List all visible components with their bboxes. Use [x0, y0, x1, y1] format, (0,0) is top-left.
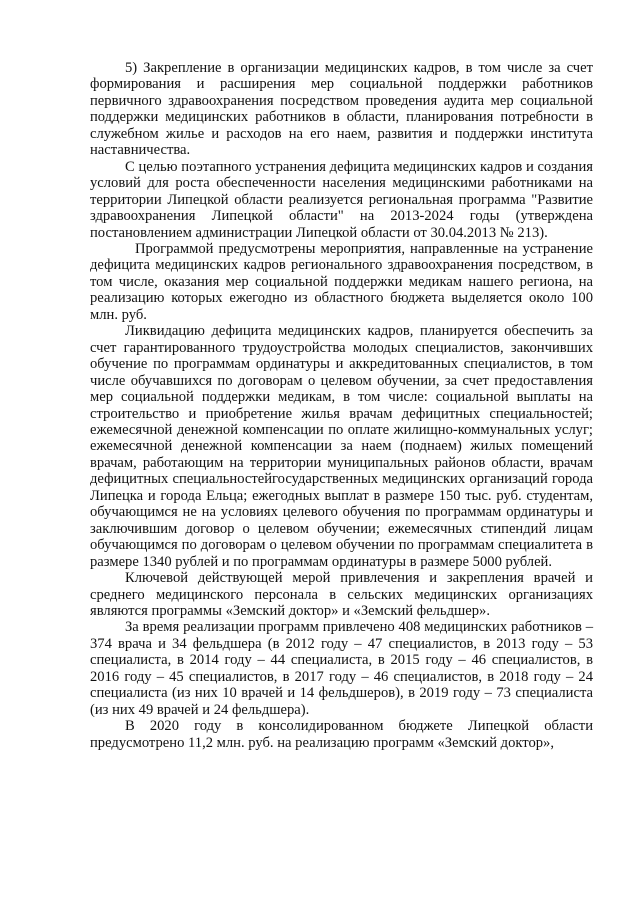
paragraph-deficit-elimination: Ликвидацию дефицита медицинских кадров, планируется обеспечить за счет гарантированного трудоустройства молодых специалистов, закончивших обучение по программам ординатуры и аккредитованных специалистов, в том числе обучавшихся по договорам о целевом обучении, за счет предоставления мер социальной поддержки медикам, в том числе: социальной выплаты на строительство и приобретение жилья врачам дефицитных специальностей; ежемесячной денежной компенсации по оплате жилищно-коммунальных услуг; ежемесячной денежной компенсации за наем (поднаем) жилых помещений врачам, работающим на территории муниципальных районов области, врачам дефицитных специальностейгосударственных медицинских организаций города Липецка и города Ельца; ежегодных выплат в размере 150 тыс. руб. студентам, обучающимся не на условиях целевого обучения по программам ординатуры и заключившим договор о целевом обучении; ежемесячных стипендий лицам обучающимся по договорам о целевом обучении по программам специалитета в размере 1340 рублей и по программам ординатуры в размере 5000 рублей.	[90, 323, 593, 570]
paragraph-budget-2020: В 2020 году в консолидированном бюджете Липецкой области предусмотрено 11,2 млн. руб. на реализацию программ «Земский доктор»,	[90, 718, 593, 751]
paragraph-program-measures: Программой предусмотрены мероприятия, направленные на устранение дефицита медицинских кадров регионального здравоохранения посредством, в том числе, оказания мер социальной поддержки медикам нашего региона, на реализацию которых ежегодно из областного бюджета выделяется около 100 млн. руб.	[90, 240, 593, 323]
paragraph-staff-retention: 5) Закрепление в организации медицинских кадров, в том числе за счет формирования и расширения мер социальной поддержки работников первичного здравоохранения посредством проведения аудита мер социальной поддержки медицинских работников в области, планирования потребности в служебном жилье и расходов на его наем, развития и поддержки института наставничества.	[90, 60, 593, 159]
document-body	[90, 60, 593, 751]
paragraph-recruitment-stats: За время реализации программ привлечено 408 медицинских работников – 374 врача и 34 фельдшера (в 2012 году – 47 специалистов, в 2013 году – 53 специалиста, в 2014 году – 44 специалиста, в 2015 году – 46 специалистов, в 2016 году – 45 специалистов, в 2017 году – 46 специалистов, в 2018 году – 24 специалиста (из них 10 врачей и 14 фельдшеров), в 2019 году – 73 специалиста (из них 49 врачей и 24 фельдшера).	[90, 619, 593, 718]
paragraph-regional-program: С целью поэтапного устранения дефицита медицинских кадров и создания условий для роста обеспеченности населения медицинскими работниками на территории Липецкой области реализуется региональная программа "Развитие здравоохранения Липецкой области" на 2013-2024 годы (утверждена постановлением администрации Липецкой области от 30.04.2013 № 213).	[90, 158, 593, 241]
paragraph-zemsky-programs: Ключевой действующей мерой привлечения и закрепления врачей и среднего медицинского персонала в сельских медицинских организациях являются программы «Земский доктор» и «Земский фельдшер».	[90, 570, 593, 619]
